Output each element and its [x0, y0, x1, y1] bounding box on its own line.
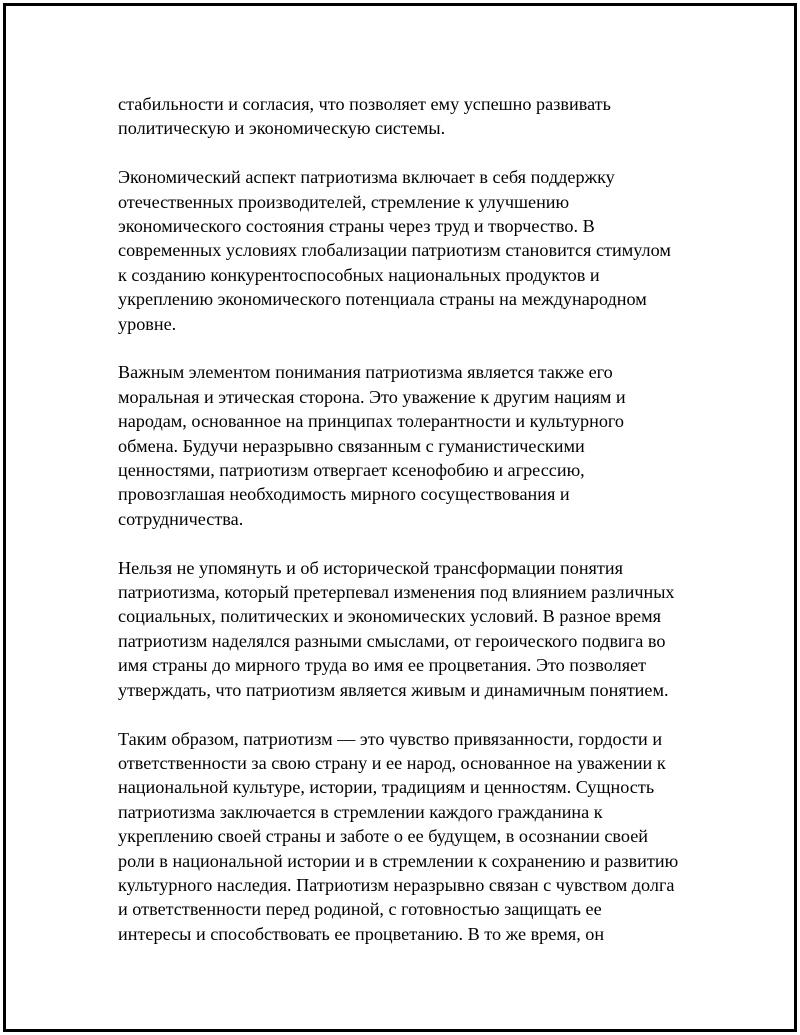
paragraph-economic-aspect: Экономический аспект патриотизма включает в себя поддержку отечественных производителей, стремление к улучшению экономического состояния страны через труд и творчество. В современных условиях глобализации патриотизм становится стимулом к созданию конкурентоспособных национальных продуктов и укреплению экономического потенциала страны на международном уровне.: [118, 167, 671, 334]
paragraph-conclusion: Таким образом, патриотизм — это чувство привязанности, гордости и ответственности за свою страну и ее народ, основанное на уважении к национальной культуре, истории, традициям и ценностям. Сущность патриотизма заключается в стремлении каждого гражданина к укреплению своей страны и заботе о ее будущем, в осознании своей роли в национальной истории и в стремлении к сохранению и развитию культурного наследия. Патриотизм неразрывно связан с чувством долга и ответственности перед родиной, с готовностью защищать ее интересы и способствовать ее процветанию. В то же время, он: [118, 728, 679, 944]
document-body: [118, 92, 718, 971]
paragraph-moral-aspect: Важным элементом понимания патриотизма является также его моральная и этическая сторона. Это уважение к другим нациям и народам, основанное на принципах толерантности и культурного обмена. Будучи неразрывно связанным с гуманистическими ценностями, патриотизм отвергает ксенофобию и агрессию, провозглашая необходимость мирного сосуществования и сотрудничества.: [118, 362, 626, 529]
paragraph-stability: стабильности и согласия, что позволяет ему успешно развивать политическую и экономическую системы.: [118, 94, 611, 139]
paragraph-historical-transformation: Нельзя не упомянуть и об исторической трансформации понятия патриотизма, который претерпевал изменения под влиянием различных социальных, политических и экономических условий. В разное время патриотизм наделялся разными смыслами, от героического подвига во имя страны до мирного труда во имя ее процветания. Это позволяет утверждать, что патриотизм является живым и динамичным понятием.: [118, 557, 675, 700]
